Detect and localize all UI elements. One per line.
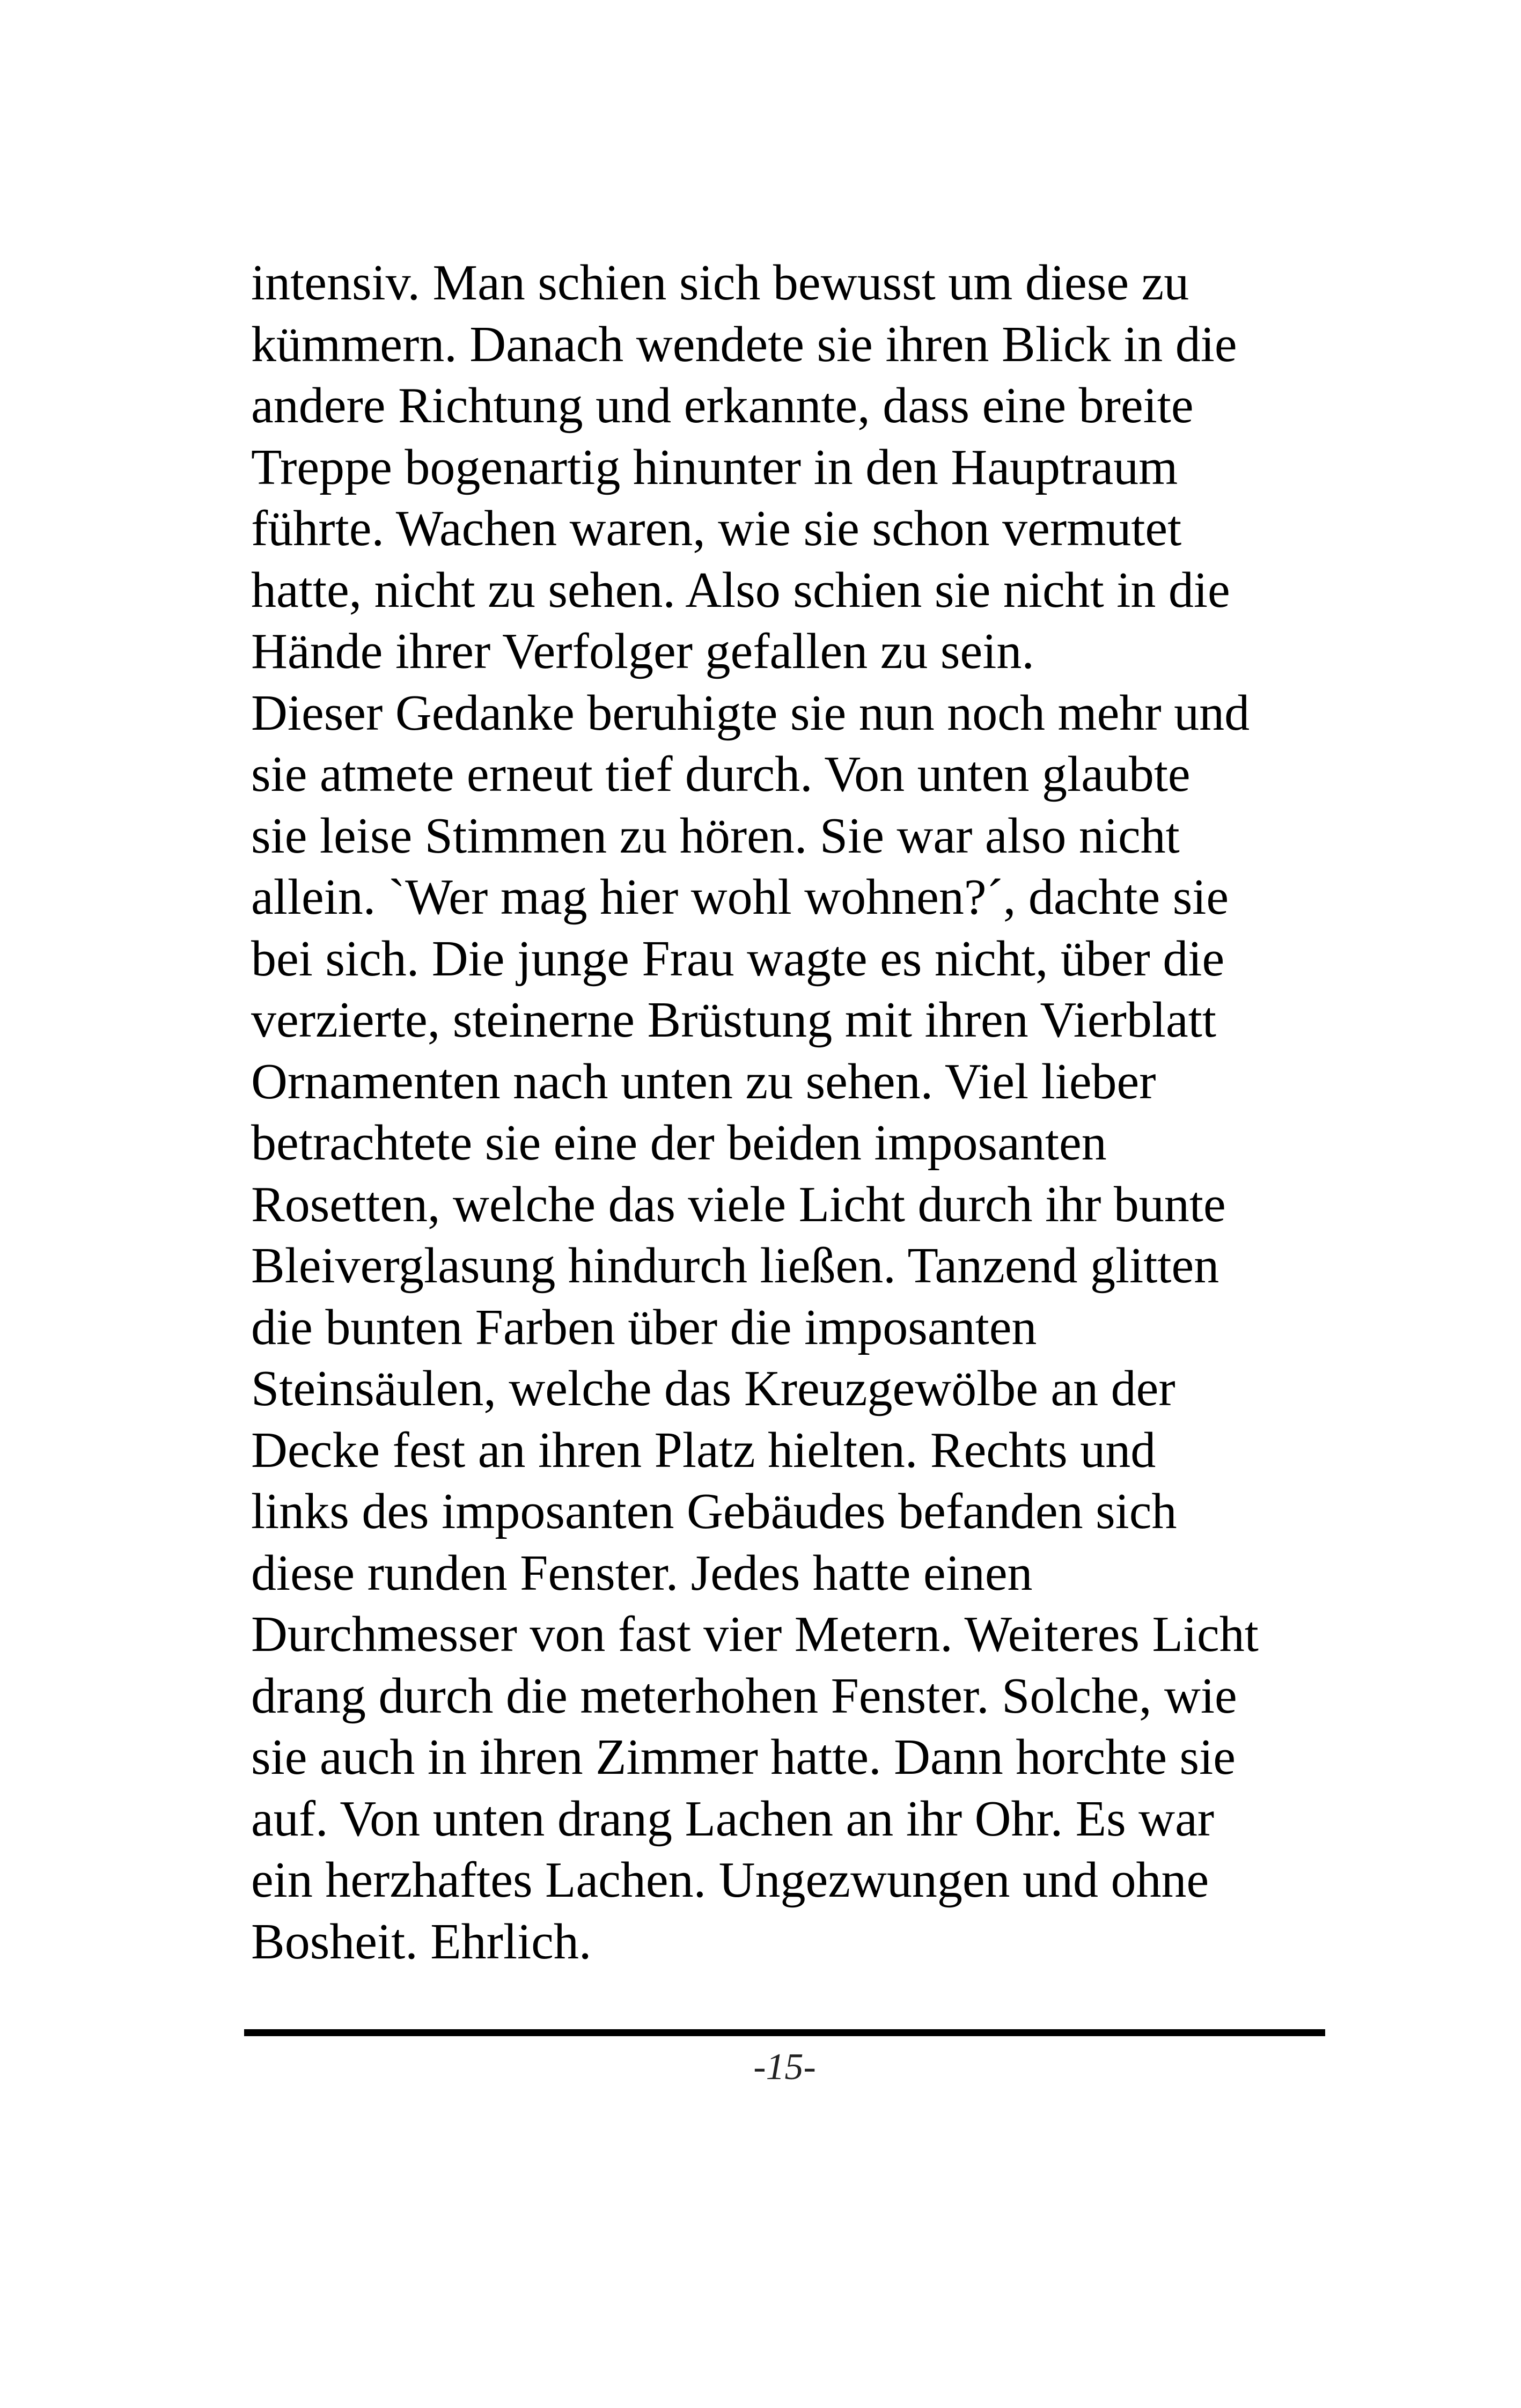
text-line: hatte, nicht zu sehen. Also schien sie nicht in die (251, 562, 1230, 618)
text-line: sie leise Stimmen zu hören. Sie war also nicht (251, 807, 1180, 864)
footer-rule (244, 2029, 1325, 2036)
text-line: Bosheit. Ehrlich. (251, 1913, 592, 1970)
text-line: intensiv. Man schien sich bewusst um diese zu (251, 255, 1189, 311)
text-line: Steinsäulen, welche das Kreuzgewölbe an der (251, 1361, 1175, 1416)
text-line: allein. `Wer mag hier wohl wohnen?´, dachte sie (251, 869, 1229, 925)
page-number: -15- (753, 2046, 816, 2088)
text-line: kümmern. Danach wendete sie ihren Blick in die (251, 316, 1237, 372)
text-line: auf. Von unten drang Lachen an ihr Ohr. Es war (251, 1790, 1215, 1847)
text-line: diese runden Fenster. Jedes hatte einen (251, 1545, 1033, 1601)
text-line: andere Richtung und erkannte, dass eine breite (251, 378, 1194, 434)
body-text (251, 252, 1378, 1972)
text-line: Ornamenten nach unten zu sehen. Viel lieber (251, 1053, 1156, 1110)
text-line: sie auch in ihren Zimmer hatte. Dann horchte sie (251, 1729, 1236, 1785)
text-line: Dieser Gedanke beruhigte sie nun noch mehr und (251, 685, 1250, 741)
text-line: die bunten Farben über die imposanten (251, 1299, 1037, 1355)
text-line: Decke fest an ihren Platz hielten. Rechts und (251, 1422, 1156, 1478)
text-line: betrachtete sie eine der beiden imposanten (251, 1115, 1107, 1171)
text-line: links des imposanten Gebäudes befanden sich (251, 1484, 1177, 1539)
text-line: bei sich. Die junge Frau wagte es nicht, über die (251, 930, 1225, 987)
text-line: sie atmete erneut tief durch. Von unten glaubte (251, 746, 1191, 802)
text-line: Rosetten, welche das viele Licht durch ihr bunte (251, 1176, 1226, 1232)
text-line: drang durch die meterhohen Fenster. Solche, wie (251, 1668, 1237, 1724)
text-line: verzierte, steinerne Brüstung mit ihren Vierblatt (251, 992, 1216, 1048)
text-line: Treppe bogenartig hinunter in den Hauptraum (251, 439, 1178, 495)
text-line: führte. Wachen waren, wie sie schon vermutet (251, 501, 1182, 556)
text-line: Durchmesser von fast vier Metern. Weiteres Licht (251, 1606, 1259, 1662)
text-line: Bleiverglasung hindurch ließen. Tanzend glitten (251, 1238, 1219, 1294)
text-line: ein herzhaftes Lachen. Ungezwungen und ohne (251, 1852, 1209, 1908)
text-line: Hände ihrer Verfolger gefallen zu sein. (251, 623, 1034, 679)
